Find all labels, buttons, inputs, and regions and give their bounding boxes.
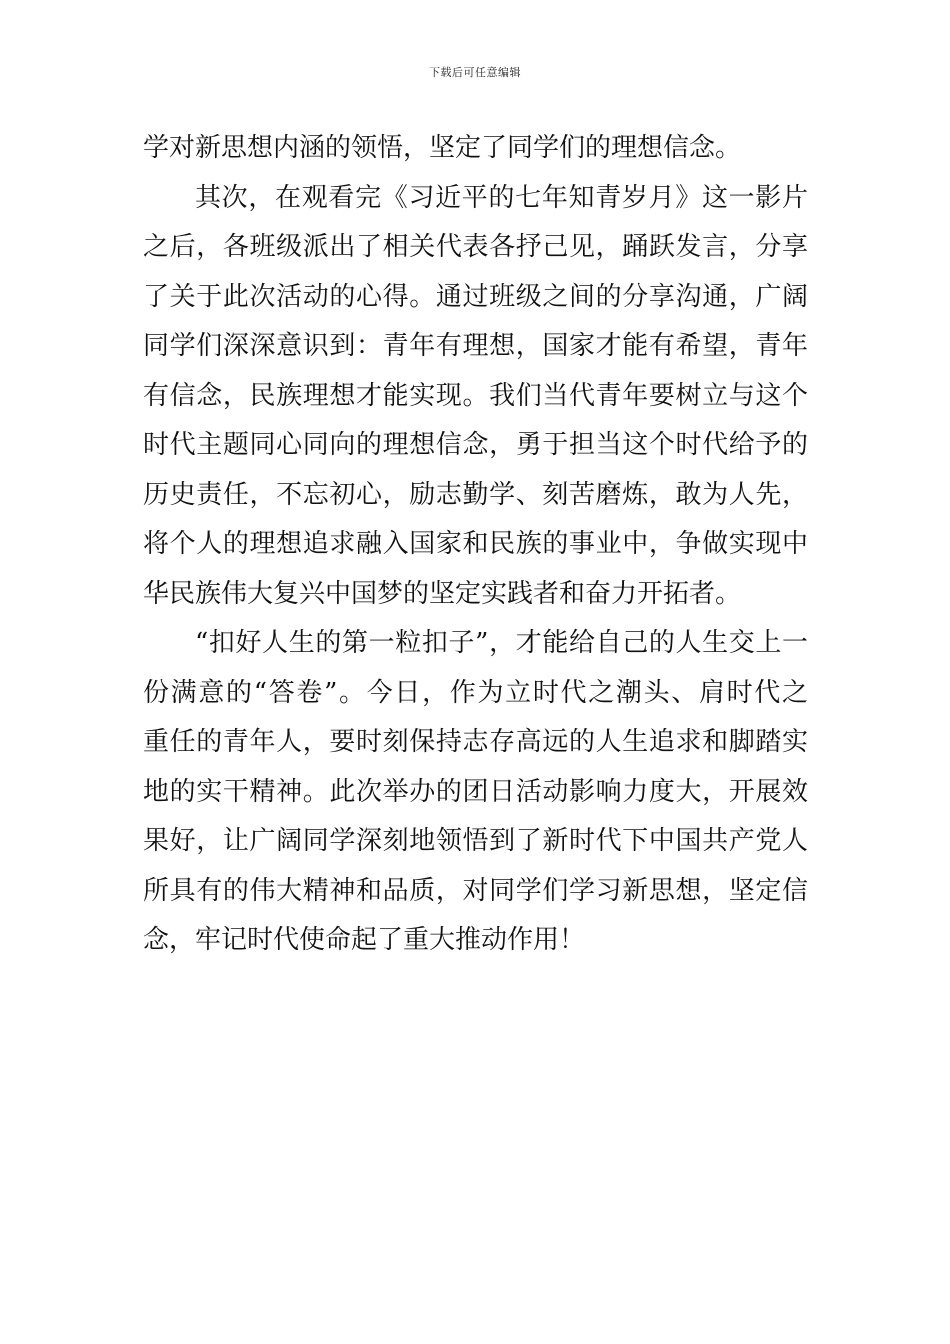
paragraph-3-line: 重任的青年人，要时刻保持志存高远的人生追求和脚踏实	[143, 727, 808, 757]
paragraph-2-line: 历史责任，不忘初心，励志勤学、刻苦磨炼，敢为人先，	[143, 479, 808, 510]
paragraph-2-line: 其次，在观看完《习近平的七年知青岁月》这一影片	[195, 182, 808, 213]
paragraph-3-line: 地的实干精神。此次举办的团日活动影响力度大，开展效	[143, 776, 808, 807]
document-body	[143, 124, 808, 966]
paragraph-1-line: 学对新思想内涵的领悟，坚定了同学们的理想信念。	[143, 133, 742, 163]
paragraph-3-line: 份满意的“答卷”。今日，作为立时代之潮头、肩时代之	[143, 677, 808, 708]
page-header: 下载后可任意编辑	[429, 66, 521, 79]
paragraph-3-line: 所具有的伟大精神和品质，对同学们学习新思想，坚定信	[143, 875, 808, 906]
paragraph-2-line: 华民族伟大复兴中国梦的坚定实践者和奋力开拓者。	[143, 578, 742, 609]
paragraph-2-line: 将个人的理想追求融入国家和民族的事业中，争做实现中	[143, 529, 808, 559]
paragraph-2-line: 了关于此次活动的心得。通过班级之间的分享沟通，广阔	[143, 281, 808, 312]
paragraph-3-line: 果好，让广阔同学深刻地领悟到了新时代下中国共产党人	[143, 826, 808, 856]
paragraph-3-line: “扣好人生的第一粒扣子”，才能给自己的人生交上一	[195, 628, 808, 658]
paragraph-2-line: 有信念，民族理想才能实现。我们当代青年要树立与这个	[143, 380, 808, 411]
paragraph-2-line: 同学们深深意识到：青年有理想，国家才能有希望，青年	[143, 331, 808, 361]
paragraph-2-line: 之后，各班级派出了相关代表各抒己见，踊跃发言，分享	[143, 232, 808, 262]
paragraph-2-line: 时代主题同心同向的理想信念，勇于担当这个时代给予的	[143, 430, 808, 460]
paragraph-3-line: 念，牢记时代使命起了重大推动作用！	[143, 925, 586, 955]
